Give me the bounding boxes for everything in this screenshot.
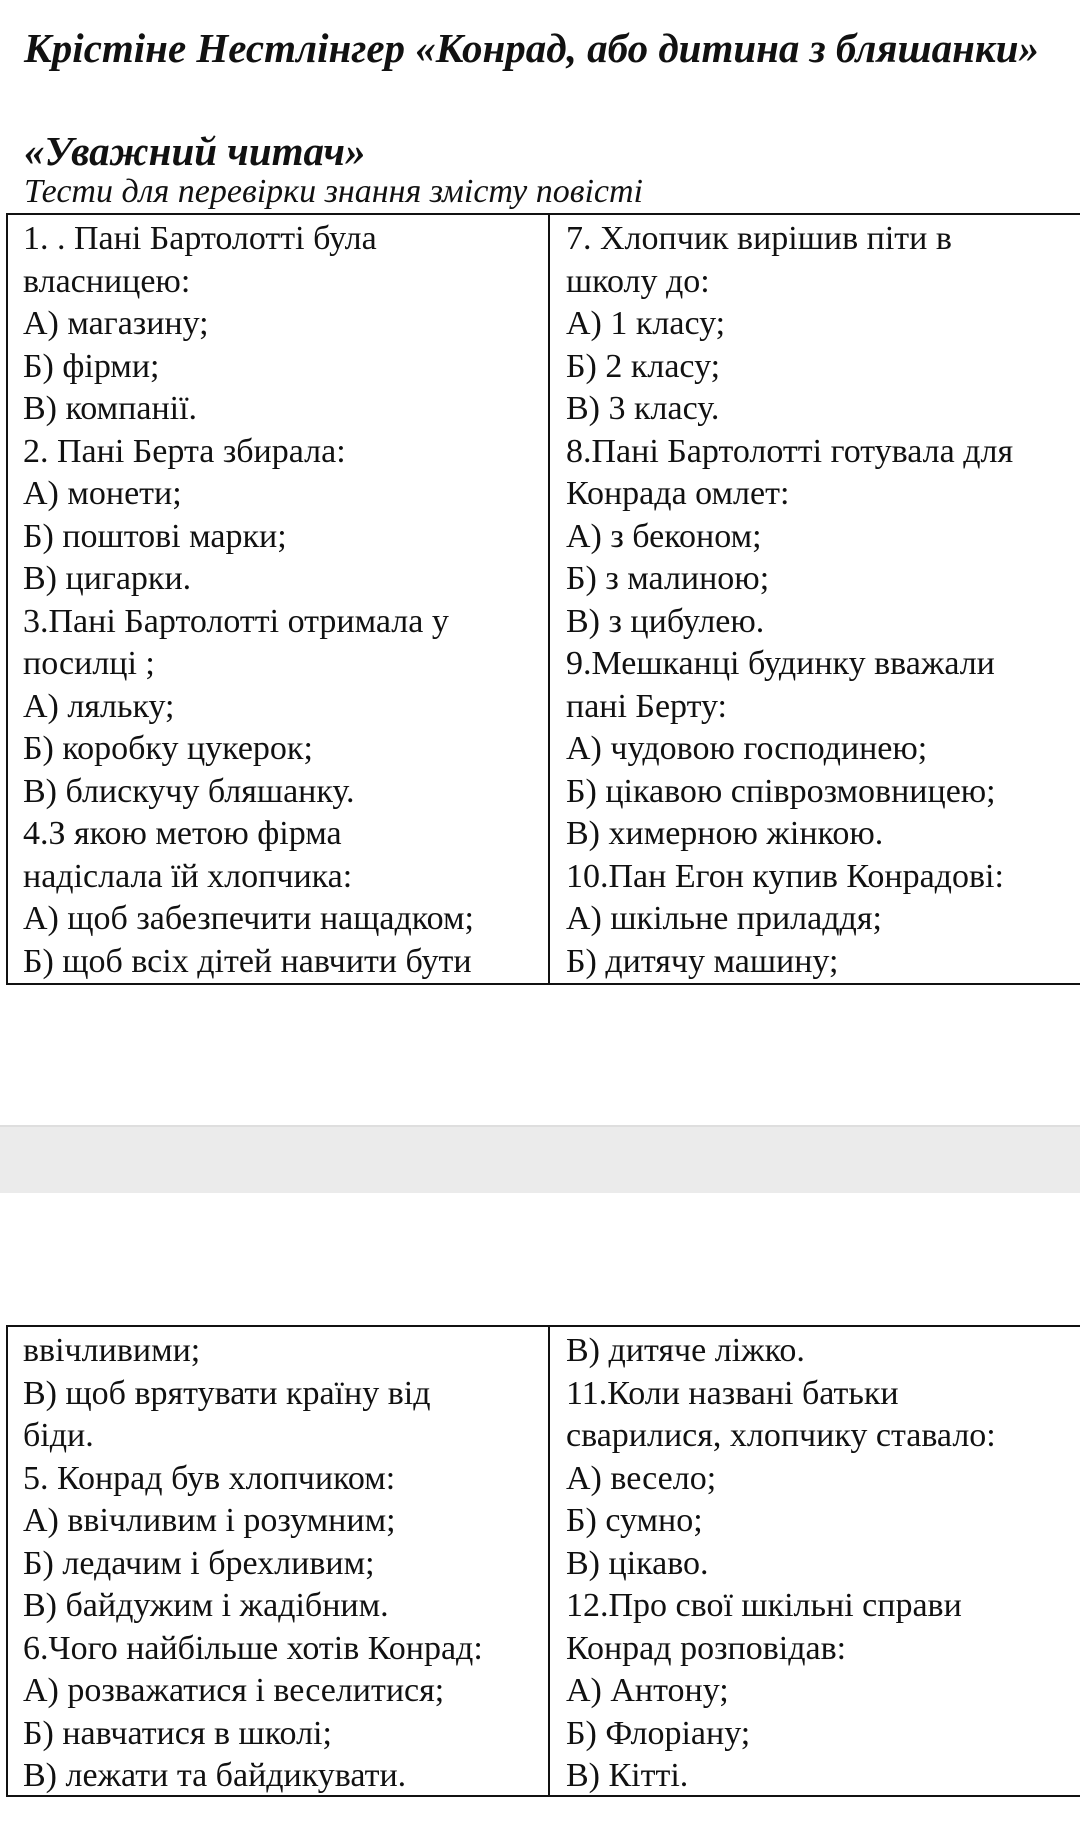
quiz-line: Б) 2 класу; bbox=[566, 347, 721, 385]
quiz-line: А) монети; bbox=[23, 475, 182, 512]
quiz-line: 8.Пані Бартолотті готувала для bbox=[566, 432, 1014, 470]
quiz-line: А) щоб забезпечити нащадком; bbox=[23, 900, 474, 937]
quiz-line: посилці ; bbox=[23, 645, 155, 682]
quiz-line: В) Кітті. bbox=[566, 1757, 689, 1794]
quiz-line: 11.Коли названі батьки bbox=[566, 1374, 899, 1412]
quiz-line: 5. Конрад був хлопчиком: bbox=[23, 1459, 396, 1497]
quiz-line: сварилися, хлопчику ставало: bbox=[566, 1417, 996, 1454]
quiz-line: надіслала їй хлопчика: bbox=[23, 857, 353, 895]
quiz-line: Конрад розповідав: bbox=[566, 1629, 847, 1667]
quiz-line: 3.Пані Бартолотті отримала у bbox=[23, 602, 449, 640]
quiz-line: В) цигарки. bbox=[23, 560, 192, 597]
quiz-line: 10.Пан Егон купив Конрадові: bbox=[566, 857, 1004, 895]
quiz-line: Б) коробку цукерок; bbox=[23, 730, 313, 767]
quiz-line: 1. . Пані Бартолотті була bbox=[23, 220, 377, 257]
quiz-line: В) лежати та байдикувати. bbox=[23, 1757, 407, 1794]
document-title: Крістіне Нестлінгер «Конрад, або дитина з бляшанки» bbox=[24, 25, 1040, 71]
quiz-line: В) компанії. bbox=[23, 390, 198, 427]
quiz-line: Б) фірми; bbox=[23, 347, 160, 385]
quiz-table-part-1 bbox=[6, 213, 1080, 985]
quiz-line: Б) поштові марки; bbox=[23, 517, 287, 555]
quiz-line: А) Антону; bbox=[566, 1672, 729, 1709]
quiz-line: Конрада омлет: bbox=[566, 475, 790, 512]
quiz-line: А) 1 класу; bbox=[566, 305, 726, 342]
quiz-line: А) магазину; bbox=[23, 305, 209, 342]
quiz-column-right bbox=[550, 215, 1080, 983]
document-subtitle: «Уважний читач» bbox=[24, 128, 366, 174]
quiz-line: В) цікаво. bbox=[566, 1544, 709, 1582]
quiz-line: Б) сумно; bbox=[566, 1502, 703, 1539]
document-caption: Тести для перевірки знання змісту повісті bbox=[24, 173, 644, 210]
quiz-line: А) розважатися і веселитися; bbox=[23, 1672, 445, 1709]
quiz-line: 9.Мешканці будинку вважали bbox=[566, 645, 995, 682]
quiz-line: А) весело; bbox=[566, 1459, 717, 1497]
quiz-line: власницею: bbox=[23, 262, 191, 300]
quiz-line: А) ввічливим і розумним; bbox=[23, 1502, 396, 1539]
quiz-line: 4.З якою метою фірма bbox=[23, 815, 342, 852]
quiz-line: В) щоб врятувати країну від bbox=[23, 1374, 431, 1412]
quiz-line: Б) Флоріану; bbox=[566, 1714, 751, 1752]
quiz-table-part-2 bbox=[6, 1325, 1080, 1797]
quiz-line: В) 3 класу. bbox=[566, 390, 720, 427]
quiz-line: А) чудовою господинею; bbox=[566, 730, 928, 767]
quiz-line: Б) навчатися в школі; bbox=[23, 1714, 332, 1752]
quiz-line: А) ляльку; bbox=[23, 687, 175, 725]
quiz-line: В) дитяче ліжко. bbox=[566, 1332, 805, 1369]
quiz-line: А) шкільне приладдя; bbox=[566, 900, 882, 937]
quiz-line: школу до: bbox=[566, 262, 710, 300]
quiz-line: 2. Пані Берта збирала: bbox=[23, 432, 346, 470]
quiz-line: Б) цікавою співрозмовницею; bbox=[566, 772, 996, 810]
quiz-line: пані Берту: bbox=[566, 687, 728, 725]
quiz-column-right bbox=[550, 1327, 1080, 1795]
quiz-line: біди. bbox=[23, 1417, 94, 1454]
quiz-line: ввічливими; bbox=[23, 1332, 201, 1369]
quiz-line: В) з цибулею. bbox=[566, 602, 765, 640]
quiz-column-left bbox=[8, 1327, 550, 1795]
quiz-line: Б) з малиною; bbox=[566, 560, 770, 597]
quiz-line: В) химерною жінкою. bbox=[566, 815, 884, 852]
quiz-line: В) байдужим і жадібним. bbox=[23, 1587, 389, 1624]
quiz-line: А) з беконом; bbox=[566, 517, 762, 555]
quiz-line: 6.Чого найбільше хотів Конрад: bbox=[23, 1629, 483, 1667]
quiz-line: Б) дитячу машину; bbox=[566, 942, 839, 980]
quiz-line: В) блискучу бляшанку. bbox=[23, 772, 355, 810]
quiz-line: Б) ледачим і брехливим; bbox=[23, 1544, 375, 1582]
quiz-line: 12.Про свої шкільні справи bbox=[566, 1587, 962, 1624]
quiz-line: 7. Хлопчик вирішив піти в bbox=[566, 220, 952, 257]
page-separator bbox=[0, 1125, 1080, 1195]
quiz-line: Б) щоб всіх дітей навчити бути bbox=[23, 942, 472, 980]
quiz-column-left bbox=[8, 215, 550, 983]
